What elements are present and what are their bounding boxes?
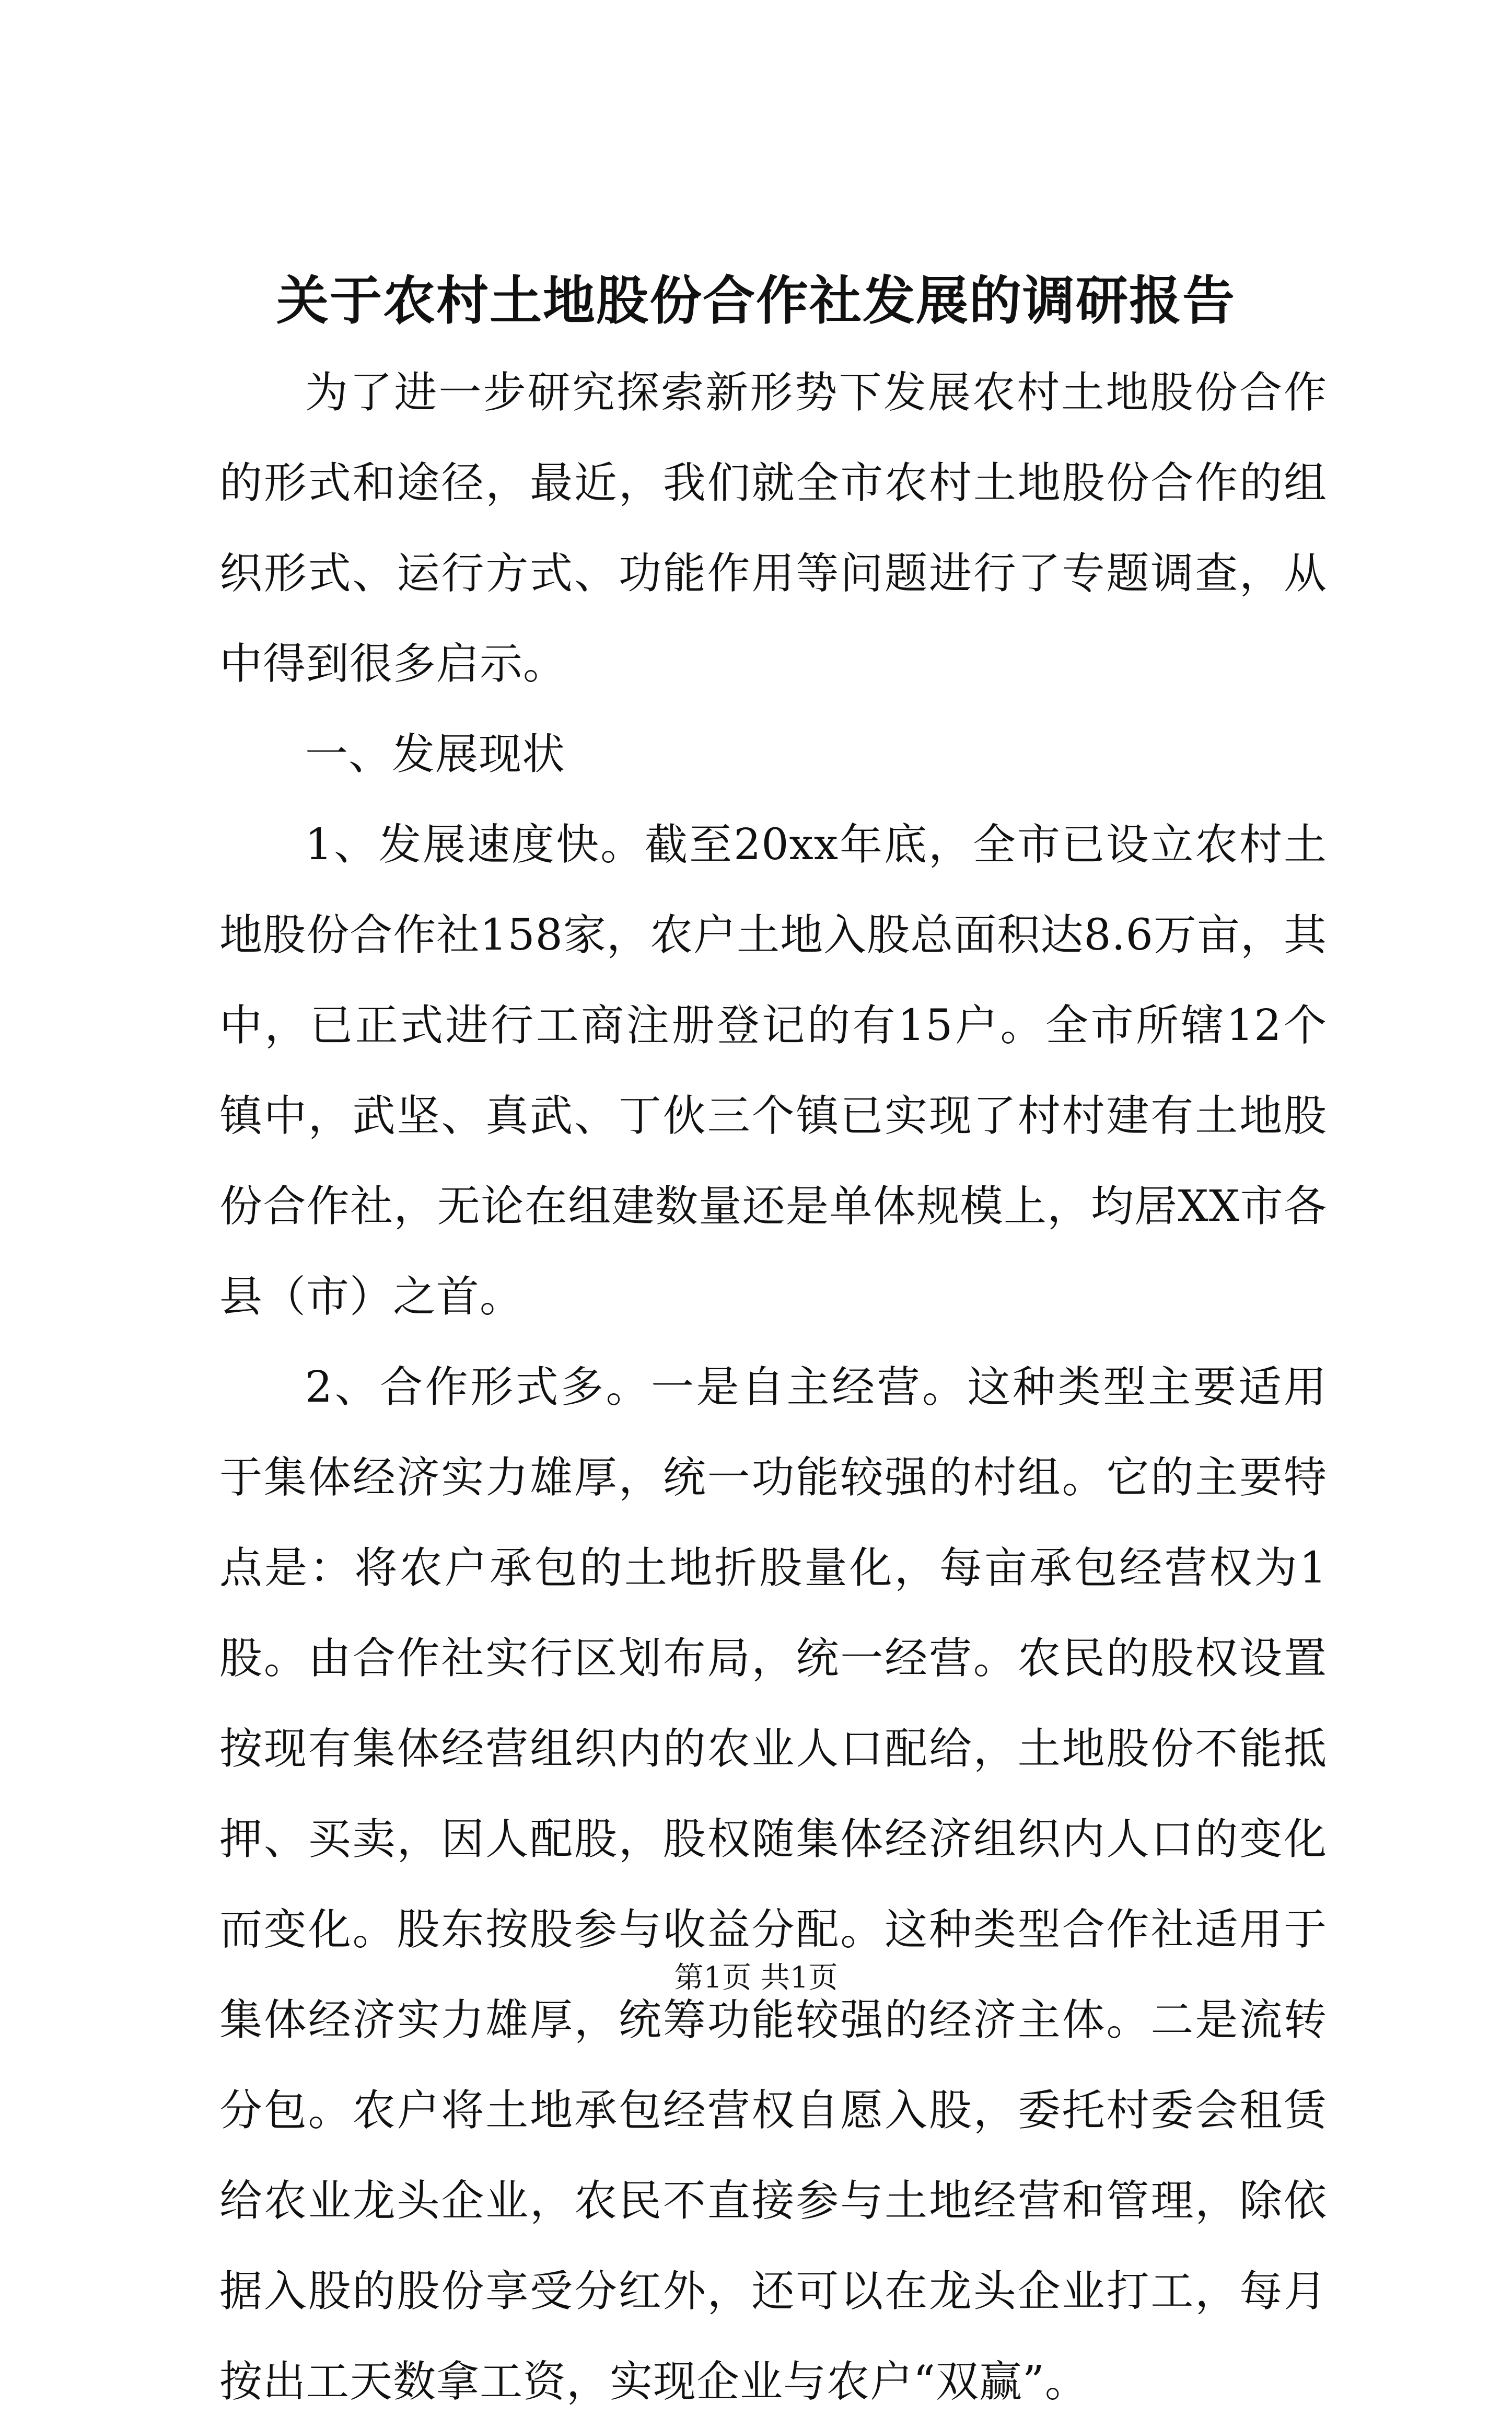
- section-heading: 一、发展现状: [305, 730, 566, 779]
- paragraph-growth-speed: 1、发展速度快。截至20xx年底，全市已设立农村土地股份合作社158家，农户土地入股总面积达8.6万亩，其中，已正式进行工商注册登记的有15户。全市所辖12个镇中，武坚、真武、丁伙三个镇已实现了村村建有土地股份合作社，无论在组建数量还是单体规模上，均居XX市各县（市）之首。: [219, 820, 1327, 1322]
- document-body: [219, 348, 1327, 2427]
- document-title: 关于农村土地股份合作社发展的调研报告: [276, 270, 1236, 331]
- paragraph-intro: 为了进一步研究探索新形势下发展农村土地股份合作的形式和途径，最近，我们就全市农村土地股份合作的组织形式、运行方式、功能作用等问题进行了专题调查，从中得到很多启示。: [219, 368, 1327, 689]
- paragraph-cooperation-forms: 2、合作形式多。一是自主经营。这种类型主要适用于集体经济实力雄厚，统一功能较强的村组。它的主要特点是：将农户承包的土地折股量化，每亩承包经营权为1股。由合作社实行区划布局，统一经营。农民的股权设置按现有集体经营组织内的农业人口配给，土地股份不能抵押、买卖，因人配股，股权随集体经济组织内人口的变化而变化。股东按股参与收益分配。这种类型合作社适用于集体经济实力雄厚，统筹功能较强的经济主体。二是流转分包。农户将土地承包经营权自愿入股，委托村委会租赁给农业龙头企业，农民不直接参与土地经营和管理，除依据入股的股份享受分红外，还可以在龙头企业打工，每月按出工天数拿工资，实现企业与农户“双赢”。: [219, 1362, 1327, 2407]
- page-footer: 第1页 共1页: [674, 1961, 838, 1995]
